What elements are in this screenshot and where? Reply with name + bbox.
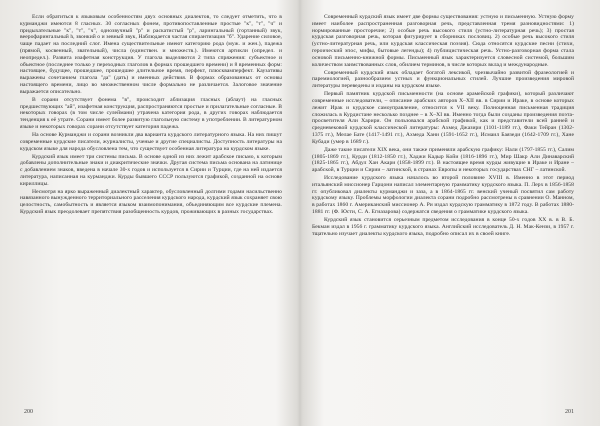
right-page <box>312 14 574 409</box>
right-paragraph: Исследование курдского языка началось во второй половине XVIII в. Именно в этот период итальянский миссионер Гарцони написал элементарную грамматику курдского языка. П. Лерх в 1856-1858 гг. опубликовал диалекты курманджи и заза, а в 1864-1865 гг. венский ученый посвятил сам работу курдскому языку. Проблемы морфологии диалекта сорани подробно рассмотрены в сравнении О. Манном, в работах 1860 г. Американский миссионер А. Ри издал курдскую грамматику в 1872 году. В работах 1880-1881 гг. (Ф. Юсти, С. А. Егиазарова) содержатся сведения о грамматике курдского языка. <box>312 175 574 216</box>
left-paragraph: На основе Курманджи и сорани возникли два варианта курдского литературного языка. На них пишут современные курдские писатели, журналисты, ученые и другие специалисты. Доступность литературы на курдском языке для народа обусловлена тем, что существует особенная литература на курдском языке. <box>20 131 282 152</box>
right-page-number: 201 <box>565 409 574 415</box>
left-paragraph: В сорани отсутствует фонема "в", происходит аблизация гласных (аблаут) на гласных предшествующих "ай", изафетная конструкция, распространяются простые и прилагательные согласные. В некоторых говорах (в том числе сулеймани) утрачена категория рода, в других говорах наблюдается тенденция к её утрате. Сорани имеет более развитую глагольную систему в употреблении. В литературном языке и некоторых говорах сорани отсутствует категория падежа. <box>20 96 282 130</box>
left-page <box>20 14 282 409</box>
left-page-number: 200 <box>24 409 33 415</box>
left-paragraph: Несмотря на ярко выраженный диалектный характер, обусловленный долгими годами насильственно навязанного вынужденного территориального расселения курдского народа, курдский язык сохраняет свою целостность, самобытность и является языком взаимопонимания, объединяющим все курдские племена. Курдский язык преодолевает препятствия разобщенность курдов, проживающих в разных государствах. <box>20 188 282 216</box>
left-paragraph: Если обратиться к языковым особенностям двух основных диалектов, то следует отметить, что в курманджи имеются 8 гласных. 30 согласных фонем, противопоставленные простые "к", "т", "ч" и придыхательные "к", "т", "ч", однозвучный "р" и раскатистый "р", ларингальный (гортанный) звук, веерофарингальный h, звонкий о и зевный звук, Наблюдается частая спирантизация "б". Ударение силовое, чаще падает на последний слог. Имена существительные имеют категорию рода (муж. и жен.), падежа (прямой, косвенный, звательный), числа (единствен. и множеств.). Имеются артикли (определ. и неопредел.). Развита изафетная конструкция. У глагола выделяются 2 типа спряжения: субъектное и объектное (последнее только у переходных глаголов в формах прошедшего времени) и 8 временных форм: настоящее, будущее, прошедшее, прошедшее длительное время, перфект, плюсквамперфект. Каузативы выражены сочетанием глагола "да" (дать) и именных действия. В формах образованных от основы настоящего времени, лицо во множественном числе формально не различается. Залоговое значение выражается описательно. <box>20 14 282 95</box>
right-paragraph: Современный курдский язык имеет две формы существования: устную и письменную. Устную форму имеет наиболее распространенная разговорная речь, представленная тремя разновидностями: 1) нормированные просторечие; 2) особые речь высокого стиля (устно-литературная речь); 3) простая курдская разговорная речь, которая фигурирует в сборниках пословиц. 2) особые речь высокого стиля (устно-литературная речь, или курдская классическая поэзия). Сюда относятся курдские песни (стихи, героический эпос, мифы, бытовые легенды); 4) публицистическая речь. Устно-разговорная форма стала основой письменно-книжной формы. Письменный язык характеризуется словесной системой, большим количеством заимствованных слов, обилием терминов, в числе которых вклад и международные. <box>312 14 574 68</box>
right-paragraph: Даже такие писатели XIX века, они также применяли арабскую графику: Нали (1797-1855 гг.), Салим (1805-1869 гг.), Курди (1812-1850 гг.), Хаджи Кадыр Койи (1816-1896 гг.), Мир Шакр Али Динаварский (1825-1865 гг.), Абдул Хан Акари (1858-1899 гг.). В настоящее время курды живущие в Ираке и Иране – арабской, в Турции и Сирии – латинской, в странах Европы и некоторых государствах СНГ – латинской. <box>312 146 574 174</box>
right-paragraph: Современный курдский язык обладает богатой лексикой, чрезвычайно развитой фразеологией и паремиологией, разнообразием устных и функциональных стилей. Лучшие произведения мировой литературы переведены и изданы на курдском языке. <box>312 69 574 90</box>
left-paragraph: Курдский язык имеет три системы письма. В основе одной из них лежит арабское письмо, к которым добавлены дополнительные знаки и диакритические значки. Другая система письма основана на латинице с добавлением знаков, введена в начале 30-х годов и используется в Сирии и Турции, где на ней издается литература, написанная на курманджи. Курды бывшего СССР пользуются графикой, созданной на основе кириллицы. <box>20 153 282 187</box>
right-paragraph: Курдский язык становится серьезным предметом исследования в конце 50-х годов XX в. в В. Б. Бекман издал в 1956 г. грамматику курдского языка. Английский исследователь Д. Н. Мак-Кензи, в 1957 г. тщательно изучает диалекты курдского языка, подробно описал их в своей книге. <box>312 217 574 237</box>
right-paragraph: Первый памятник курдской письменности (на основе арамейской графики), который различают современные исследователи, – описание арабских авторов X–XII вв. в Сирии и Ираке, в основе которых лежит Ирак и курдское самоуправление, относится к VII веку. Полноценная письменная традиция сложилась в Курдистане несколько позднее – в X–XI вв. Именно тогда были созданы произведения поэта-просветителя Али Харири. Он пользовался арабской графикой, как и представители всей ранней и средневековой курдской классической литературы: Ахмед Джазири (1101-1189 гг.), Факи Тейран (1302-1375 гг.), Мелае Бате (1417-1491 гг.), Ахмеда Хани (1591-1652 гг.), Исмаил Баязеди (1642-1709 гг.), Хане Кубади (умер в 1689 г.). <box>312 91 574 145</box>
